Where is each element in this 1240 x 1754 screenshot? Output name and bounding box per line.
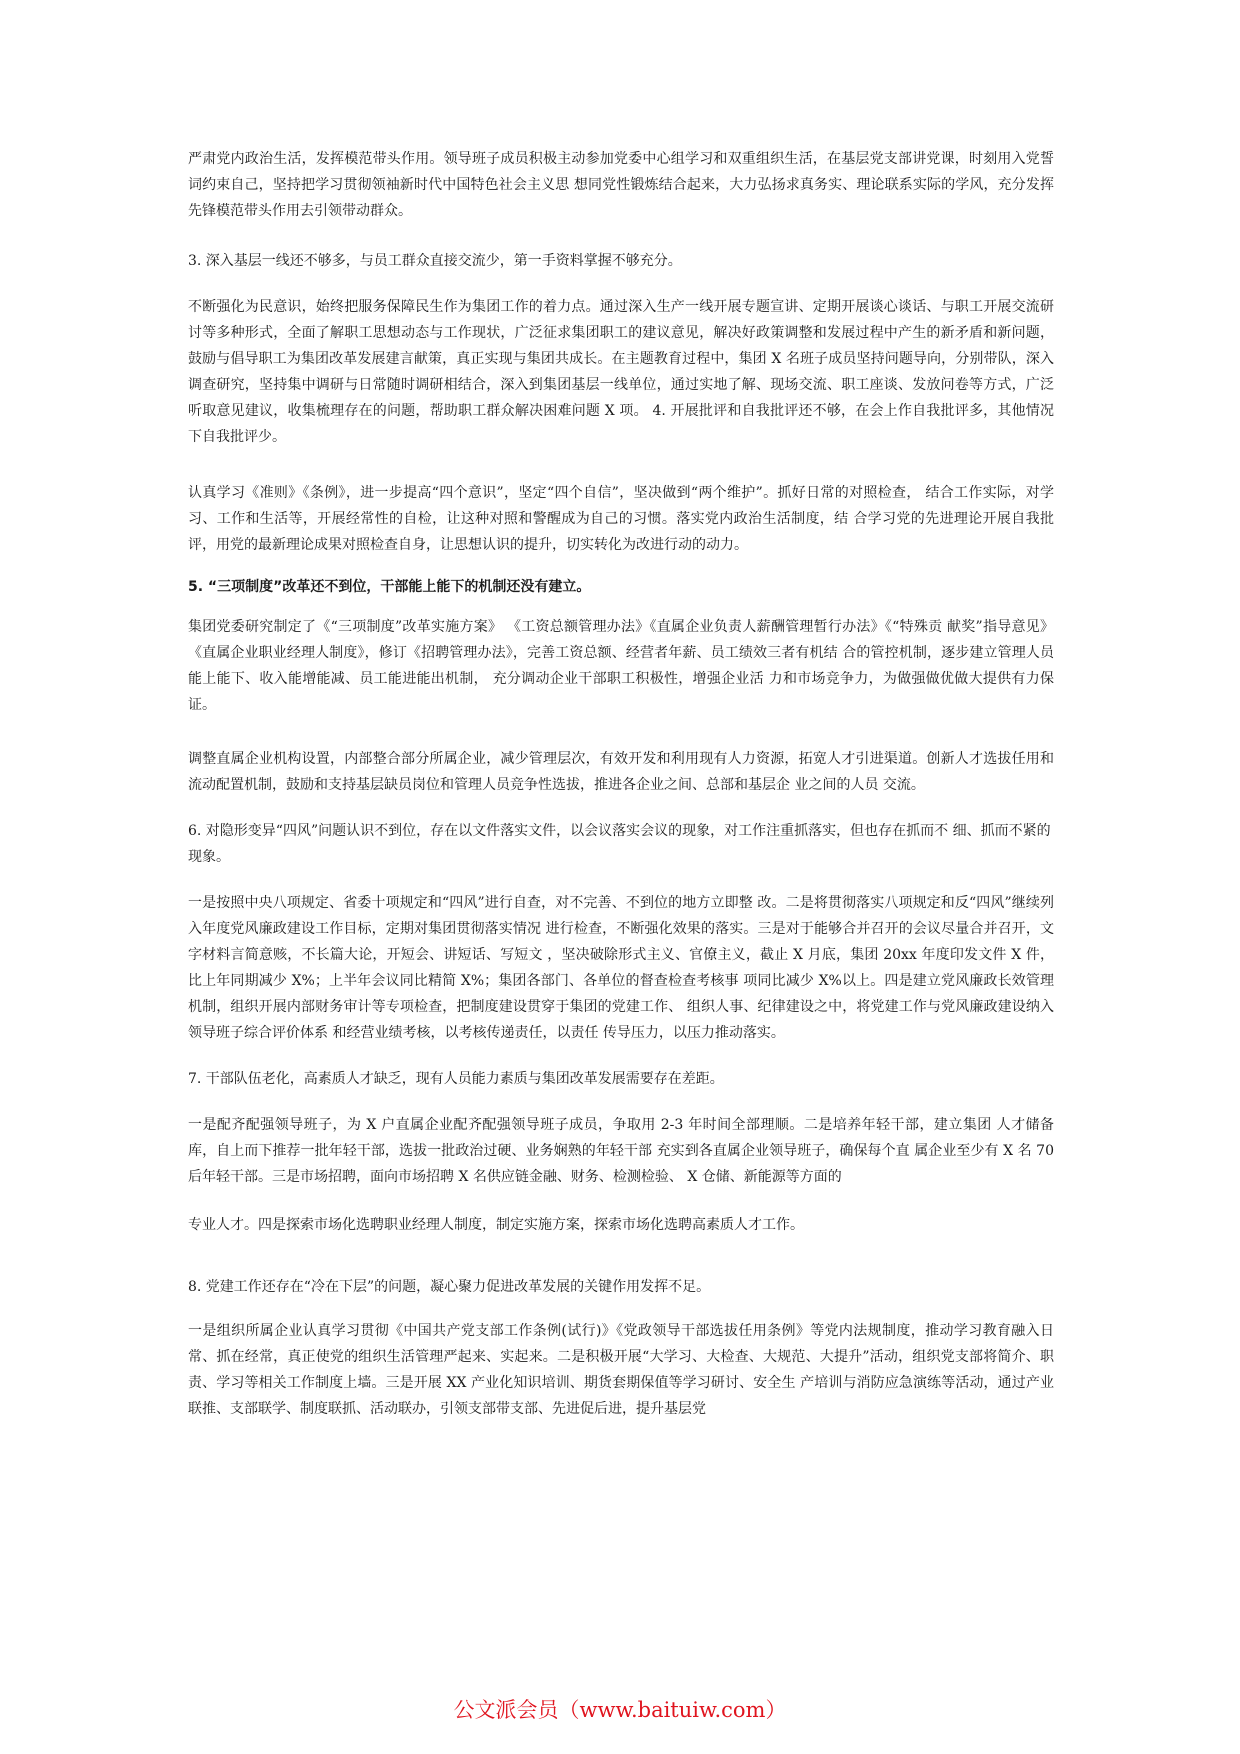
paragraph-four-winds: 一是按照中央八项规定、省委十项规定和“四风”进行自查，对不完善、不到位的地方立即整 改。二是将贯彻落实八项规定和反“四风”继续列入年度党风廉政建设工作目标，定期对集团贯彻落实情况 进行检查，不断强化效果的落实。三是对于能够合并召开的会议尽量合并召开，文字材料言简意赅，不长篇大论，开短会、讲短话、写短文 ，坚决破除形式主义、官僚主义，截止 X 月底，集团 20xx 年度印发文件 X 件， 比上年同期减少 X%；上半年会议同比精简 X%；集团各部门、各单位的督查检查考核事 项同比减少 X%以上。四是建立党风廉政长效管理机制，组织开展内部财务审计等专项检查，把制度建设贯穿于集团的党建工作、 组织人事、纪律建设之中，将党建工作与党风廉政建设纳入领导班子综合评价体系 和经营业绩考核，以考核传递责任，以责任 传导压力，以压力推动落实。 (188, 895, 1054, 1041)
paragraph-cadre-team: 一是配齐配强领导班子，为 X 户直属企业配齐配强领导班子成员，争取用 2-3 年时间全部理顺。二是培养年轻干部，建立集团 人才储备库，自上而下推荐一批年轻干部，选拔一批政治过硬、业务娴熟的年轻干部 充实到各直属企业领导班子，确保每个直 属企业至少有 X 名 70 后年轻干部。三是市场招聘，面向市场招聘 X 名供应链金融、财务、检测检验、 X 仓储、新能源等方面的 (188, 1117, 1054, 1185)
paragraph-party-building: 一是组织所属企业认真学习贯彻《中国共产党支部工作条例(试行)》《党政领导干部选拔任用条例》等党内法规制度，推动学习教育融入日常、抓在经常，真正使党的组织生活管理严起来、实起来。二是积极开展“大学习、大检查、大规范、大提升”活动，组织党支部将简介、职责、学习等相关工作制度上墙。三是开展 XX 产业化知识培训、期货套期保值等学习研讨、安全生 产培训与消防应急演练等活动，通过产业联推、支部联学、制度联抓、活动联办，引领支部带支部、先进促后进，提升基层党 (188, 1323, 1054, 1417)
paragraph-self-criticism: 认真学习《准则》《条例》，进一步提高“四个意识”，坚定“四个自信”，坚决做到“两个维护”。抓好日常的对照检查， 结合工作实际，对学习、工作和生活等，开展经常性的自检，让这种对照和警醒成为自己的习惯。落实党内政治生活制度，结 合学习党的先进理论开展自我批评，用党的最新理论成果对照检查自身，让思想认识的提升，切实转化为改进行动的动力。 (188, 485, 1054, 553)
paragraph-party-life: 严肃党内政治生活，发挥模范带头作用。领导班子成员积极主动参加党委中心组学习和双重组织生活，在基层党支部讲党课，时刻用入党誓词约束自己，坚持把学习贯彻领袖新时代中国特色社会主义思 想同党性锻炼结合起来，大力弘扬求真务实、理论联系实际的学风，充分发挥先锋模范带头作用去引领带动群众。 (188, 151, 1054, 219)
paragraph-professional-talent: 专业人才。四是探索市场化选聘职业经理人制度，制定实施方案，探索市场化选聘高素质人才工作。 (188, 1217, 804, 1233)
heading-item-5: 5. “三项制度”改革还不到位，干部能上能下的机制还没有建立。 (188, 579, 591, 595)
paragraph-structure-adjust: 调整直属企业机构设置，内部整合部分所属企业，减少管理层次，有效开发和利用现有人力资源，拓宽人才引进渠道。创新人才选拔任用和流动配置机制，鼓励和支持基层缺员岗位和管理人员竞争性选拔，推进各企业之间、总部和基层企 业之间的人员 交流。 (188, 751, 1054, 793)
document-body (188, 146, 1054, 1422)
heading-item-7: 7. 干部队伍老化，高素质人才缺乏，现有人员能力素质与集团改革发展需要存在差距。 (188, 1071, 724, 1087)
heading-item-8: 8. 党建工作还存在“冷在下层”的问题，凝心聚力促进改革发展的关键作用发挥不足。 (188, 1279, 711, 1295)
heading-item-3: 3. 深入基层一线还不够多，与员工群众直接交流少，第一手资料掌握不够充分。 (188, 253, 682, 269)
paragraph-people-awareness: 不断强化为民意识，始终把服务保障民生作为集团工作的着力点。通过深入生产一线开展专题宣讲、定期开展谈心谈话、与职工开展交流研讨等多种形式，全面了解职工思想动态与工作现状，广泛征求集团职工的建议意见，解决好政策调整和发展过程中产生的新矛盾和新问题，鼓励与倡导职工为集团改革发展建言献策，真正实现与集团共成长。在主题教育过程中，集团 X 名班子成员坚持问题导向，分别带队，深入调查研究，坚持集中调研与日常随时调研相结合，深入到集团基层一线单位，通过实地了解、现场交流、职工座谈、发放问卷等方式，广泛听取意见建议，收集梳理存在的问题，帮助职工群众解决困难问题 X 项。 4. 开展批评和自我批评还不够，在会上作自我批评多，其他情况下自我批评少。 (188, 299, 1054, 445)
paragraph-three-systems: 集团党委研究制定了《“三项制度”改革实施方案》 《工资总额管理办法》《直属企业负责人薪酬管理暂行办法》《“特殊贡 献奖”指导意见》《直属企业职业经理人制度》，修订《招聘管理办法》，完善工资总额、经营者年薪、员工绩效三者有机结 合的管控机制，逐步建立管理人员能上能下、收入能增能减、员工能进能出机制， 充分调动企业干部职工积极性，增强企业活 力和市场竞争力，为做强做优做大提供有力保证。 (188, 619, 1054, 713)
heading-item-6: 6. 对隐形变异“四风”问题认识不到位，存在以文件落实文件，以会议落实会议的现象，对工作注重抓落实，但也存在抓而不 细、抓而不紧的现象。 (188, 823, 1051, 865)
footer-watermark-link[interactable]: 公文派会员（www.baituiw.com） (453, 1698, 787, 1722)
